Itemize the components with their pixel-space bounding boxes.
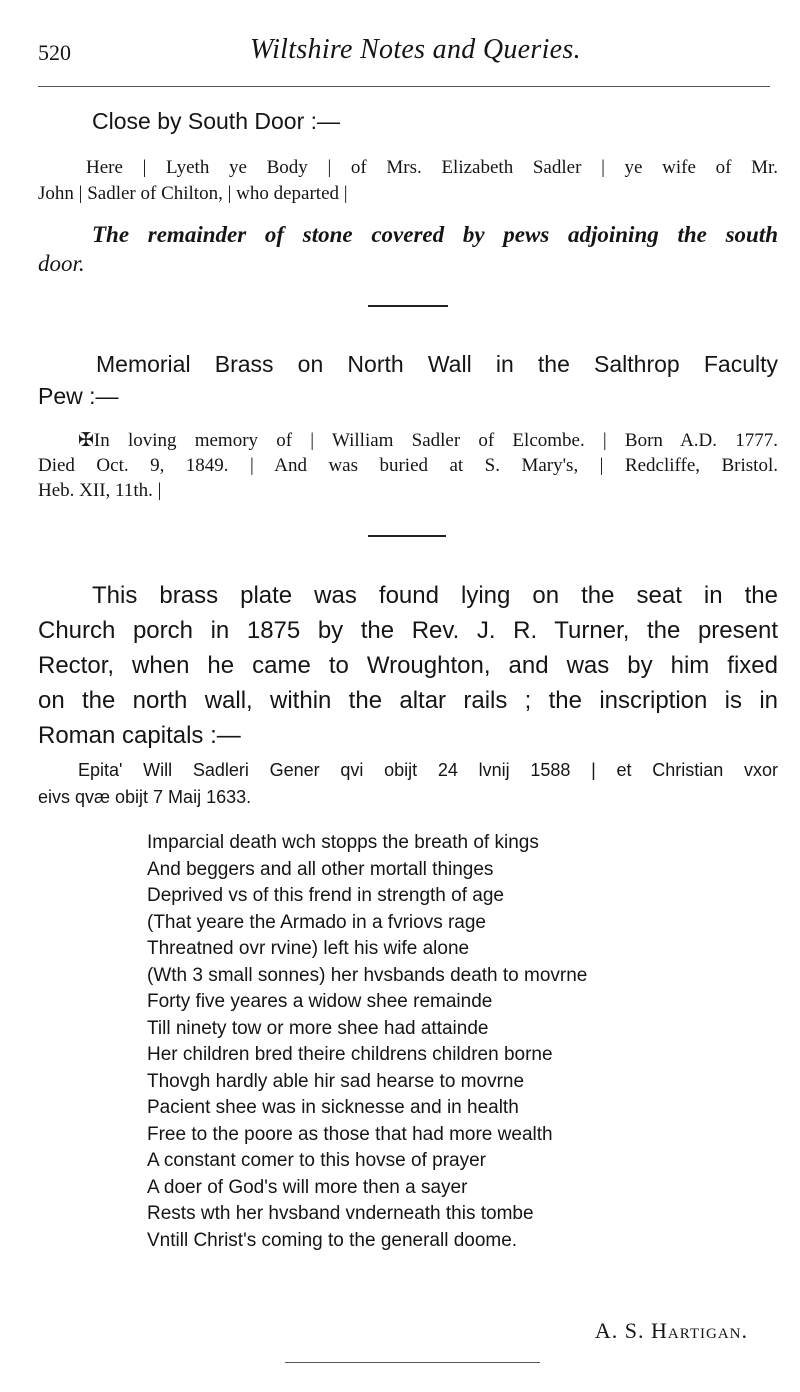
brass-plate-paragraph [38, 578, 778, 753]
poem-line: Deprived vs of this frend in strength of age [147, 885, 504, 906]
text-line: Here | Lyeth ye Body | of Mrs. Elizabeth Sadler | ye wife of Mr. [86, 157, 778, 178]
text-line: eivs qvæ obijt 7 Maij 1633. [38, 787, 252, 807]
brass-inscription [38, 428, 778, 503]
text-line: Rector, when he came to Wroughton, and was by him fixed [38, 652, 778, 679]
text-line: Pew :— [38, 383, 119, 409]
poem-line: Vntill Christ's coming to the generall doome. [147, 1229, 518, 1251]
poem-line: Pacient shee was in sicknesse and in health [147, 1097, 519, 1118]
section-divider [368, 305, 448, 307]
poem-line: (That yeare the Armado in a fvriovs rage [147, 911, 486, 933]
poem-line: A constant comer to this hovse of prayer [147, 1150, 487, 1171]
text-line: Heb. XII, 11th. | [38, 480, 162, 501]
running-title: Wiltshire Notes and Queries. [250, 34, 581, 65]
poem-line: (Wth 3 small sonnes) her hvsbands death to movrne [147, 964, 588, 986]
text-line: This brass plate was found lying on the seat in the [92, 582, 778, 609]
stone-note [38, 220, 778, 278]
poem-line: Imparcial death wch stopps the breath of kings [147, 832, 539, 853]
header-rule [38, 86, 770, 87]
poem-line: Thovgh hardly able hir sad hearse to movrne [147, 1070, 525, 1092]
poem-line: Forty five yeares a widow shee remainde [147, 991, 493, 1012]
poem-line: A doer of God's will more then a sayer [147, 1176, 468, 1198]
epitaph-poem [147, 830, 587, 1254]
text-line: Epita' Will Sadleri Gener qvi obijt 24 lvnij 1588 | et Christian vxor [78, 760, 778, 780]
poem-line: And beggers and all other mortall thinges [147, 858, 494, 880]
text-line: In loving memory of | William Sadler of Elcombe. | Born A.D. 1777. [93, 430, 778, 451]
poem-line: Till ninety tow or more shee had attainde [147, 1017, 489, 1039]
text-line: Church porch in 1875 by the Rev. J. R. Turner, the present [38, 617, 778, 644]
end-rule [285, 1362, 540, 1363]
maltese-cross-icon: ✠ [78, 430, 94, 451]
epitaph-latin [38, 757, 778, 811]
text-line: Died Oct. 9, 1849. | And was buried at S. Mary's, | Redcliffe, Bristol. [38, 455, 778, 476]
poem-line: Threatned ovr rvine) left his wife alone [147, 938, 470, 959]
text-line: on the north wall, within the altar rails ; the inscription is in [38, 687, 778, 714]
poem-line: Her children bred theire childrens children borne [147, 1044, 553, 1065]
section-divider [368, 535, 446, 537]
text-line: door. [38, 251, 85, 276]
text-line: Roman capitals :— [38, 722, 241, 749]
text-line: Memorial Brass on North Wall in the Salthrop Faculty [96, 351, 778, 377]
poem-line: Free to the poore as those that had more wealth [147, 1123, 553, 1145]
section-heading-south-door: Close by South Door :— [92, 108, 341, 134]
page-number: 520 [38, 40, 71, 65]
author-signature: A. S. Hartigan. [594, 1318, 748, 1343]
text-line: John | Sadler of Chilton, | who departed | [38, 183, 348, 204]
sadler-inscription [38, 155, 778, 207]
poem-line: Rests wth her hvsband vnderneath this tombe [147, 1203, 534, 1224]
section-heading-memorial-brass [38, 348, 778, 412]
text-line: The remainder of stone covered by pews adjoining the south [92, 222, 778, 247]
